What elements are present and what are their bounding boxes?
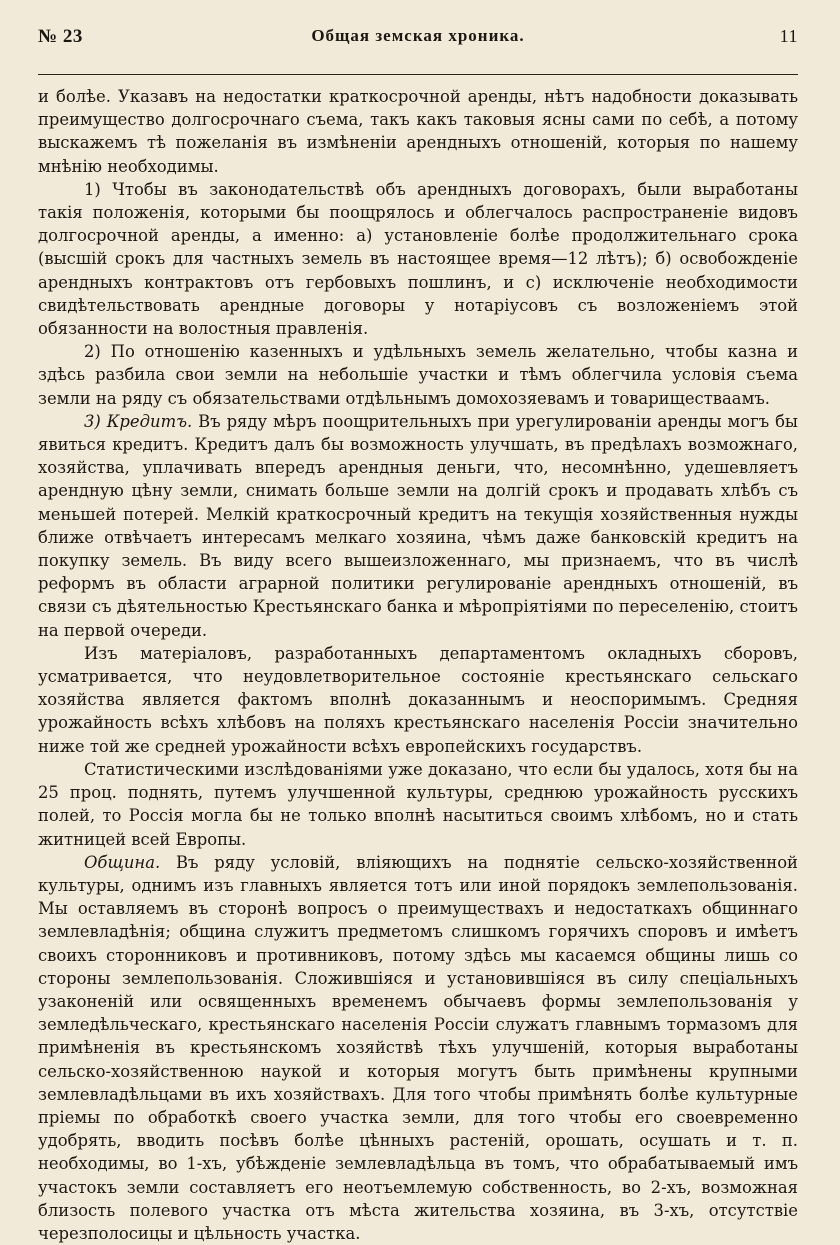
article-body — [38, 85, 798, 1245]
paragraph — [38, 340, 798, 410]
paragraph-text: Изъ матеріаловъ, разработанныхъ департаментомъ окладныхъ сборовъ, усматривается, что неудовлетворительное состояніе крестьянскаго сельскаго хозяйства является фактомъ вполнѣ доказаннымъ и неоспоримымъ. Средняя урожайность всѣхъ хлѣбовъ на поляхъ крестьянскаго населенія Россіи значительно ниже той же средней урожайности всѣхъ европейскихъ государствъ. — [38, 643, 798, 756]
paragraph-text: Статистическими изслѣдованіями уже доказано, что если бы удалось, хотя бы на 25 проц. поднять, путемъ улучшенной культуры, среднюю урожайность русскихъ полей, то Россія могла бы не только вполнѣ насытиться своимъ хлѣбомъ, но и стать житницей всей Европы. — [38, 759, 798, 849]
paragraph — [38, 178, 798, 340]
issue-number: № 23 — [38, 26, 83, 47]
section-title: Общая земская хроника. — [311, 26, 525, 45]
paragraph — [38, 642, 798, 758]
paragraph — [38, 758, 798, 851]
paragraph-text: 2) По отношенію казенныхъ и удѣльныхъ земель желательно, чтобы казна и здѣсь разбила свои земли на небольшіе участки и тѣмъ облегчила условія съема земли на ряду съ обязательствами отдѣльнымъ домохозяевамъ и товариществаамъ. — [38, 342, 798, 408]
running-header — [38, 26, 798, 54]
paragraph-text: Въ ряду мѣръ поощрительныхъ при урегулированіи аренды могъ бы явиться кредитъ. Кредитъ далъ бы возможность улучшать, въ предѣлахъ возможнаго, хозяйства, уплачивать впередъ арендныя деньги, что, несомнѣнно, удешевляетъ арендную цѣну земли, снимать больше земли на долгій срокъ и продавать хлѣбъ съ меньшей потерей. Мелкій краткосрочный кредитъ на текущія хозяйственныя нужды ближе отвѣчаетъ интересамъ мелкаго хозяина, чѣмъ даже банковскій кредитъ на покупку земель. Въ виду всего вышеизложеннаго, мы признаемъ, что въ числѣ реформъ въ области аграрной политики регулированіе арендныхъ отношеній, въ связи съ дѣятельностью Крестьянскаго банка и мѣропріятіями по переселенію, стоитъ на первой очереди. — [38, 411, 798, 640]
paragraph-text: 1) Чтобы въ законодательствѣ объ арендныхъ договорахъ, были выработаны такія положенія, которыми бы поощрялось и облегчалось распространеніе видовъ долгосрочной аренды, а именно: а) установленіе болѣе продолжительнаго срока (высшій срокъ для частныхъ земель въ настоящее время—12 лѣтъ); б) освобожденіе арендныхъ контрактовъ отъ гербовыхъ пошлинъ, и с) исключеніе необходимости свидѣтельствовать арендные договоры у нотаріусовъ съ возложеніемъ этой обязанности на волостныя правленія. — [38, 179, 798, 339]
paragraph — [38, 851, 798, 1245]
paragraph-text: Въ ряду условій, вліяющихъ на поднятіе сельско-хозяйственной культуры, однимъ изъ главныхъ является тотъ или иной порядокъ землепользованія. Мы оставляемъ въ сторонѣ вопросъ о преимуществахъ и недостаткахъ общиннаго землевладѣнія; община служитъ предметомъ слишкомъ горячихъ споровъ и имѣетъ своихъ сторонниковъ и противниковъ, потому здѣсь мы касаемся общины лишь со стороны землепользованія. Сложившіяся и установившіяся въ силу спеціальныхъ узаконеній или освященныхъ временемъ обычаевъ формы землепользованія у земледѣльческаго, крестьянскаго населенія Россіи служатъ главнымъ тормазомъ для примѣненія въ крестьянскомъ хозяйствѣ тѣхъ улучшеній, которыя выработаны сельско-хозяйственною наукой и которыя могутъ быть примѣнены крупными землевладѣльцами въ ихъ хозяйствахъ. Для того чтобы примѣнять болѣе культурные пріемы по обработкѣ своего участка земли, для того чтобы его своевременно удобрять, вводить посѣвъ болѣе цѣнныхъ растеній, орошать, осушать и т. п. необходимы, во 1-хъ, убѣжденіе землевладѣльца въ томъ, что обрабатываемый имъ участокъ земли составляетъ его неотъемлемую собственность, во 2-хъ, возможная близость полевого участка отъ мѣста жительства хозяина, въ 3-хъ, отсутствіе черезполосицы и цѣльность участка. — [38, 852, 798, 1243]
paragraph-lead: 3) Кредитъ. — [84, 411, 193, 431]
paragraph-lead: Община. — [84, 852, 161, 872]
paragraph — [38, 410, 798, 642]
header-rule — [38, 74, 798, 75]
paragraph — [38, 85, 798, 178]
paragraph-text: и болѣе. Указавъ на недостатки краткосрочной аренды, нѣтъ надобности доказывать преимущество долгосрочнаго съема, такъ какъ таковыя ясны сами по себѣ, а потому выскажемъ тѣ пожеланія въ измѣненіи арендныхъ отношеній, которыя по нашему мнѣнію необходимы. — [38, 87, 798, 176]
page-number: 11 — [779, 26, 798, 46]
